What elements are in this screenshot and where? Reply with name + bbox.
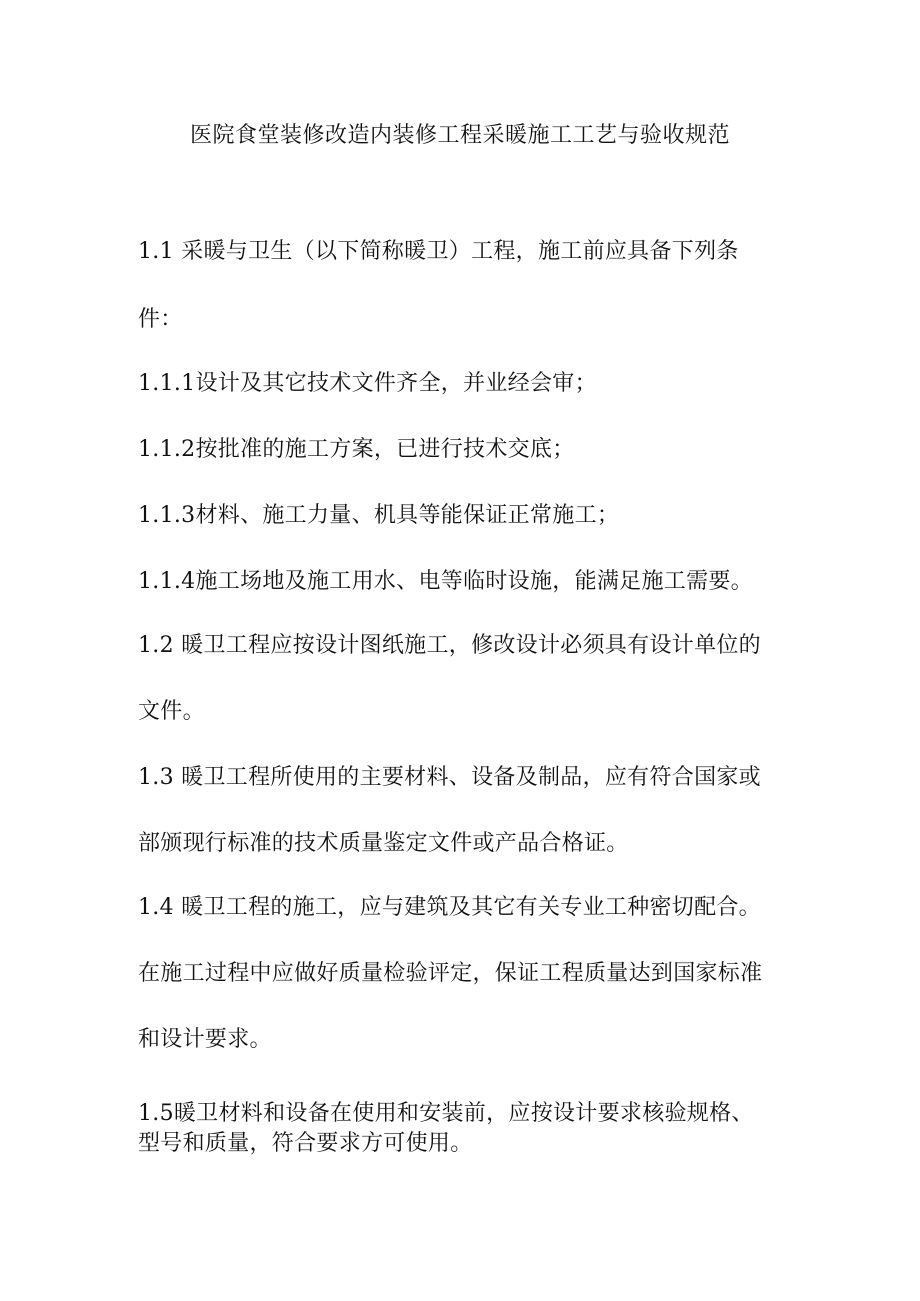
paragraph-line: 1.1.3材料、施工力量、机具等能保证正常施工； [138, 503, 620, 528]
paragraph-line: 1.4 暖卫工程的施工，应与建筑及其它有关专业工种密切配合。 [138, 895, 761, 920]
paragraph-line: 和设计要求。 [138, 1027, 272, 1052]
paragraph-line: 文件。 [138, 699, 205, 724]
paragraph-line: 在施工过程中应做好质量检验评定，保证工程质量达到国家标准 [138, 961, 763, 986]
paragraph-line: 1.1.2按批准的施工方案，已进行技术交底； [138, 437, 575, 462]
paragraph-line: 1.1.1设计及其它技术文件齐全，并业经会审； [138, 371, 597, 396]
paragraph-line: 1.1 采暖与卫生（以下简称暖卫）工程，施工前应具备下列条 [138, 239, 739, 264]
document-title: 医院食堂装修改造内装修工程采暖施工工艺与验收规范 [189, 123, 730, 148]
paragraph-line: 1.2 暖卫工程应按设计图纸施工，修改设计必须具有设计单位的 [138, 633, 761, 658]
paragraph-line: 件： [138, 307, 183, 332]
paragraph-line: 部颁现行标准的技术质量鉴定文件或产品合格证。 [138, 831, 629, 856]
paragraph-line: 1.1.4施工场地及施工用水、电等临时设施，能满足施工需要。 [138, 569, 753, 594]
paragraph-line: 型号和质量，符合要求方可使用。 [138, 1131, 473, 1156]
paragraph-line: 1.3 暖卫工程所使用的主要材料、设备及制品，应有符合国家或 [138, 765, 761, 790]
paragraph-line: 1.5暖卫材料和设备在使用和安装前，应按设计要求核验规格、 [138, 1101, 754, 1126]
